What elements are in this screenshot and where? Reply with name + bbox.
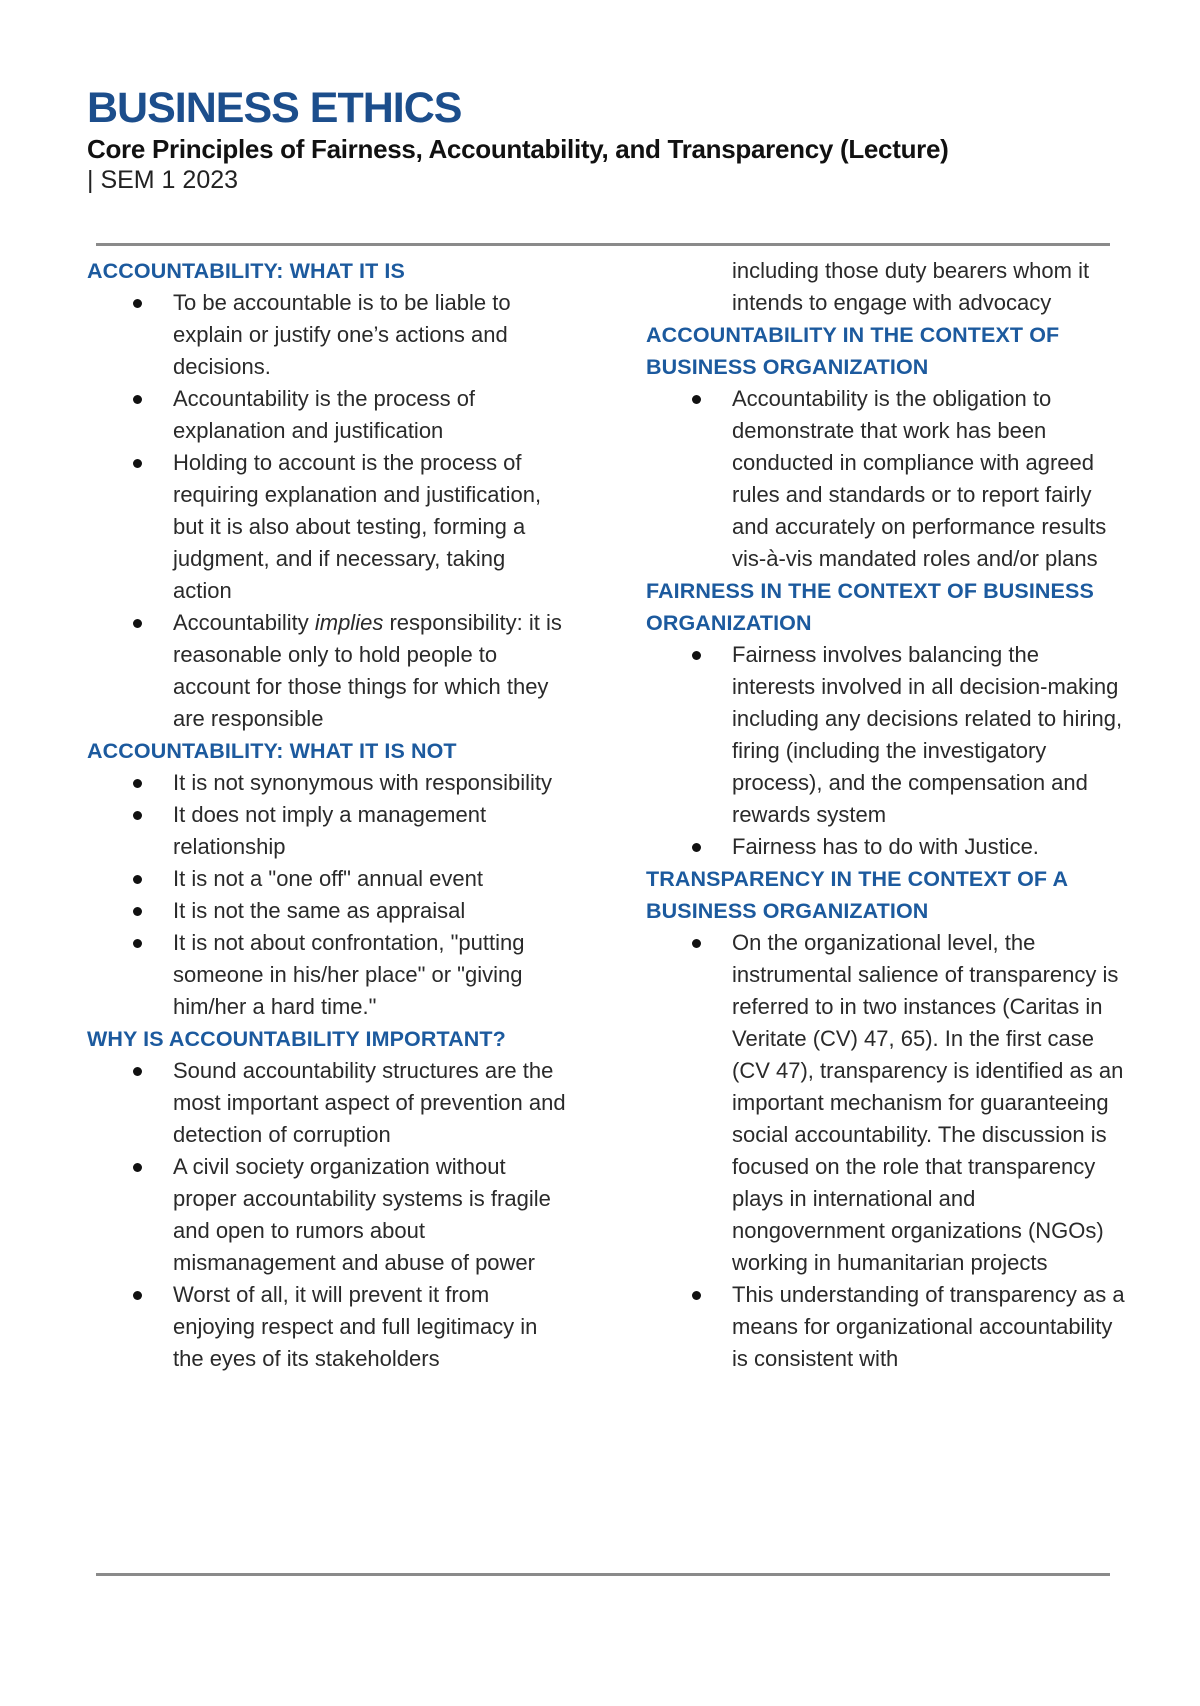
bullet-icon: [133, 939, 142, 948]
list-item: [646, 831, 1126, 863]
bullet-icon: [133, 811, 142, 820]
bullet-icon: [692, 395, 701, 404]
bottom-divider: [96, 1573, 1110, 1576]
bullet-icon: [692, 1291, 701, 1300]
list-item-text: Worst of all, it will prevent it from enjoying respect and full legitimacy in the eyes of its stakeholders: [173, 1282, 538, 1371]
list-item: [87, 1055, 567, 1151]
list-item-text: Accountability is the process of explanation and justification: [173, 386, 476, 443]
bullet-icon: [692, 939, 701, 948]
list-item: [87, 1279, 567, 1375]
list-item-text-after: responsibility: it is reasonable only to hold people to account for those things for which they are responsible: [173, 610, 562, 731]
list-item-text: Sound accountability structures are the most important aspect of prevention and detection of corruption: [173, 1058, 566, 1147]
bullet-icon: [133, 907, 142, 916]
list-item: [87, 1151, 567, 1279]
list-item-text: A civil society organization without proper accountability systems is fragile and open to rumors about mismanagement and abuse of power: [173, 1154, 551, 1275]
bullet-icon: [133, 1163, 142, 1172]
bullet-icon: [133, 619, 142, 628]
bullet-list: [646, 639, 1126, 863]
emphasis-text: implies: [314, 610, 384, 635]
bullet-icon: [692, 843, 701, 852]
list-item-text: Fairness has to do with Justice.: [732, 834, 1039, 859]
list-item: [87, 383, 567, 447]
section-heading: ACCOUNTABILITY: WHAT IT IS NOT: [87, 739, 457, 763]
list-item: [646, 1279, 1126, 1375]
bullet-icon: [133, 779, 142, 788]
list-item: [87, 767, 567, 799]
continued-text: including those duty bearers whom it intends to engage with advocacy: [732, 258, 1090, 315]
bullet-icon: [133, 299, 142, 308]
list-item: [87, 287, 567, 383]
list-item-text: It does not imply a management relationship: [173, 802, 487, 859]
list-item-text: Fairness involves balancing the interests involved in all decision-making including any decisions related to hiring, firing (including the investigatory process), and the compensation and rewards system: [732, 642, 1123, 827]
list-item-text: It is not about confrontation, "putting someone in his/her place" or "giving him/her a hard time.": [173, 930, 525, 1019]
list-item: [87, 863, 567, 895]
section-heading: WHY IS ACCOUNTABILITY IMPORTANT?: [87, 1027, 506, 1051]
bullet-list: [646, 383, 1126, 575]
document-subtitle: Core Principles of Fairness, Accountability, and Transparency (Lecture): [87, 134, 949, 164]
list-item-text: On the organizational level, the instrumental salience of transparency is referred to in two instances (Caritas in Veritate (CV) 47, 65). In the first case (CV 47), transparency is identified as an important mechanism for guaranteeing social accountability. The discussion is focused on the role that transparency plays in international and nongovernment organizations (NGOs) working in humanitarian projects: [732, 930, 1124, 1275]
list-item: [87, 799, 567, 863]
document-header: [87, 84, 1117, 195]
left-column: [87, 255, 567, 1375]
right-column: [646, 255, 1126, 1375]
list-item-text: It is not the same as appraisal: [173, 898, 466, 923]
list-item-text: Holding to account is the process of requiring explanation and justification, but it is also about testing, forming a judgment, and if necessary, taking action: [173, 450, 542, 603]
bullet-list: [646, 927, 1126, 1375]
bullet-icon: [692, 651, 701, 660]
list-item-text: To be accountable is to be liable to explain or justify one’s actions and decisions.: [173, 290, 511, 379]
list-item-text: It is not synonymous with responsibility: [173, 770, 553, 795]
bullet-list: [87, 287, 567, 735]
bullet-list: [87, 1055, 567, 1375]
document-title: BUSINESS ETHICS: [87, 84, 462, 132]
bullet-icon: [133, 459, 142, 468]
section-heading: TRANSPARENCY IN THE CONTEXT OF A BUSINESS ORGANIZATION: [646, 867, 1068, 923]
section-heading: ACCOUNTABILITY: WHAT IT IS: [87, 259, 405, 283]
top-divider: [96, 243, 1110, 246]
list-item: [87, 895, 567, 927]
bullet-list: [87, 767, 567, 1023]
list-item-text: This understanding of transparency as a means for organizational accountability is consistent with: [732, 1282, 1125, 1371]
list-item-text-before: Accountability: [173, 610, 315, 635]
bullet-icon: [133, 1067, 142, 1076]
list-item: [87, 927, 567, 1023]
bullet-icon: [133, 1291, 142, 1300]
list-item: [87, 607, 567, 735]
section-heading: ACCOUNTABILITY IN THE CONTEXT OF BUSINESS ORGANIZATION: [646, 323, 1060, 379]
list-item: [646, 927, 1126, 1279]
list-item: [646, 383, 1126, 575]
list-item-text: It is not a "one off" annual event: [173, 866, 483, 891]
list-item: [646, 639, 1126, 831]
bullet-icon: [133, 395, 142, 404]
section-heading: FAIRNESS IN THE CONTEXT OF BUSINESS ORGANIZATION: [646, 579, 1094, 635]
list-item: [87, 447, 567, 607]
semester-label: | SEM 1 2023: [87, 166, 239, 194]
bullet-icon: [133, 875, 142, 884]
list-item-text: Accountability is the obligation to demonstrate that work has been conducted in compliance with agreed rules and standards or to report fairly and accurately on performance results vis-à-vis mandated roles and/or plans: [732, 386, 1107, 571]
